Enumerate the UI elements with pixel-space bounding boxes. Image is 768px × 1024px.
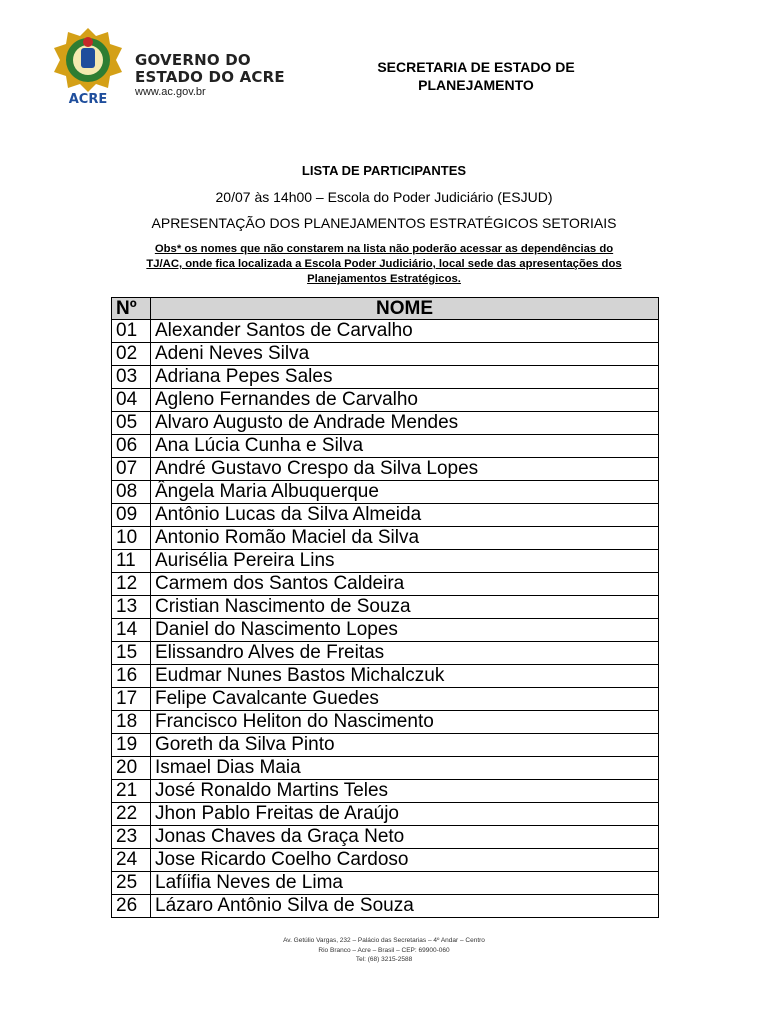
participant-name: Adeni Neves Silva <box>151 343 659 366</box>
row-number: 23 <box>112 826 151 849</box>
table-header-row <box>112 298 659 320</box>
table-row <box>112 872 659 895</box>
table-row <box>112 389 659 412</box>
participant-name: Goreth da Silva Pinto <box>151 734 659 757</box>
table-row <box>112 642 659 665</box>
table-row <box>112 573 659 596</box>
row-number: 15 <box>112 642 151 665</box>
secretaria-heading <box>350 58 602 94</box>
participant-name: Carmem dos Santos Caldeira <box>151 573 659 596</box>
footer-line1: Av. Getúlio Vargas, 232 – Palácio das Secretarias – 4º Andar – Centro <box>283 937 485 944</box>
table-row <box>112 665 659 688</box>
table-row <box>112 803 659 826</box>
column-header-name: NOME <box>151 298 659 320</box>
observation-note <box>110 242 658 287</box>
table-row <box>112 757 659 780</box>
participant-name: Jonas Chaves da Graça Neto <box>151 826 659 849</box>
participant-name: Lázaro Antônio Silva de Souza <box>151 895 659 918</box>
participant-name: Ana Lúcia Cunha e Silva <box>151 435 659 458</box>
row-number: 07 <box>112 458 151 481</box>
gov-line2: ESTADO DO ACRE <box>135 68 285 86</box>
row-number: 25 <box>112 872 151 895</box>
column-header-number: Nº <box>112 298 151 320</box>
svg-text:ACRE: ACRE <box>68 92 108 107</box>
row-number: 14 <box>112 619 151 642</box>
gov-site-link[interactable]: www.ac.gov.br <box>135 86 206 98</box>
participants-table <box>111 297 659 918</box>
row-number: 04 <box>112 389 151 412</box>
table-row <box>112 849 659 872</box>
table-row <box>112 688 659 711</box>
participant-name: Alexander Santos de Carvalho <box>151 320 659 343</box>
participant-name: Ângela Maria Albuquerque <box>151 481 659 504</box>
row-number: 20 <box>112 757 151 780</box>
footer-line2: Rio Branco – Acre – Brasil – CEP: 69900-060 <box>318 946 450 954</box>
table-row <box>112 711 659 734</box>
gov-line1: GOVERNO DO <box>135 51 251 69</box>
row-number: 24 <box>112 849 151 872</box>
event-subject: APRESENTAÇÃO DOS PLANEJAMENTOS ESTRATÉGICOS SETORIAIS <box>151 215 617 231</box>
participant-name: Aurisélia Pereira Lins <box>151 550 659 573</box>
event-info: 20/07 às 14h00 – Escola do Poder Judiciário (ESJUD) <box>215 189 553 205</box>
table-row <box>112 412 659 435</box>
row-number: 26 <box>112 895 151 918</box>
participant-name: Eudmar Nunes Bastos Michalczuk <box>151 665 659 688</box>
acre-crest-logo <box>52 26 124 114</box>
table-row <box>112 504 659 527</box>
row-number: 22 <box>112 803 151 826</box>
table-row <box>112 596 659 619</box>
government-header <box>135 52 285 99</box>
table-row <box>112 320 659 343</box>
row-number: 12 <box>112 573 151 596</box>
row-number: 02 <box>112 343 151 366</box>
table-row <box>112 366 659 389</box>
obs-line3: Planejamentos Estratégicos. <box>307 273 461 285</box>
row-number: 11 <box>112 550 151 573</box>
row-number: 09 <box>112 504 151 527</box>
table-row <box>112 780 659 803</box>
row-number: 13 <box>112 596 151 619</box>
row-number: 18 <box>112 711 151 734</box>
row-number: 10 <box>112 527 151 550</box>
footer-line3: Tel: (68) 3215-2588 <box>355 956 413 963</box>
row-number: 01 <box>112 320 151 343</box>
table-row <box>112 734 659 757</box>
secretaria-line1: SECRETARIA DE ESTADO DE <box>377 59 575 75</box>
participant-name: Felipe Cavalcante Guedes <box>151 688 659 711</box>
row-number: 05 <box>112 412 151 435</box>
row-number: 06 <box>112 435 151 458</box>
participant-name: Agleno Fernandes de Carvalho <box>151 389 659 412</box>
row-number: 21 <box>112 780 151 803</box>
table-row <box>112 826 659 849</box>
participant-name: Ismael Dias Maia <box>151 757 659 780</box>
participant-name: José Ronaldo Martins Teles <box>151 780 659 803</box>
participant-name: Adriana Pepes Sales <box>151 366 659 389</box>
row-number: 08 <box>112 481 151 504</box>
table-row <box>112 435 659 458</box>
participant-name: André Gustavo Crespo da Silva Lopes <box>151 458 659 481</box>
table-row <box>112 895 659 918</box>
table-row <box>112 458 659 481</box>
participant-name: Lafíifia Neves de Lima <box>151 872 659 895</box>
participant-name: Daniel do Nascimento Lopes <box>151 619 659 642</box>
row-number: 19 <box>112 734 151 757</box>
list-title: LISTA DE PARTICIPANTES <box>301 163 467 178</box>
table-row <box>112 619 659 642</box>
participant-name: Antonio Romão Maciel da Silva <box>151 527 659 550</box>
row-number: 16 <box>112 665 151 688</box>
table-row <box>112 527 659 550</box>
participant-name: Francisco Heliton do Nascimento <box>151 711 659 734</box>
table-row <box>112 343 659 366</box>
obs-line1: Obs* os nomes que não constarem na lista não poderão acessar as dependências do <box>154 243 614 255</box>
row-number: 17 <box>112 688 151 711</box>
participant-name: Jhon Pablo Freitas de Araújo <box>151 803 659 826</box>
table-row <box>112 550 659 573</box>
obs-line2: TJ/AC, onde fica localizada a Escola Poder Judiciário, local sede das apresentações dos <box>146 258 622 270</box>
participant-name: Alvaro Augusto de Andrade Mendes <box>151 412 659 435</box>
secretaria-line2: PLANEJAMENTO <box>418 77 534 93</box>
footer-address <box>200 936 568 965</box>
participant-name: Elissandro Alves de Freitas <box>151 642 659 665</box>
participant-name: Jose Ricardo Coelho Cardoso <box>151 849 659 872</box>
participant-name: Antônio Lucas da Silva Almeida <box>151 504 659 527</box>
participant-name: Cristian Nascimento de Souza <box>151 596 659 619</box>
table-row <box>112 481 659 504</box>
row-number: 03 <box>112 366 151 389</box>
